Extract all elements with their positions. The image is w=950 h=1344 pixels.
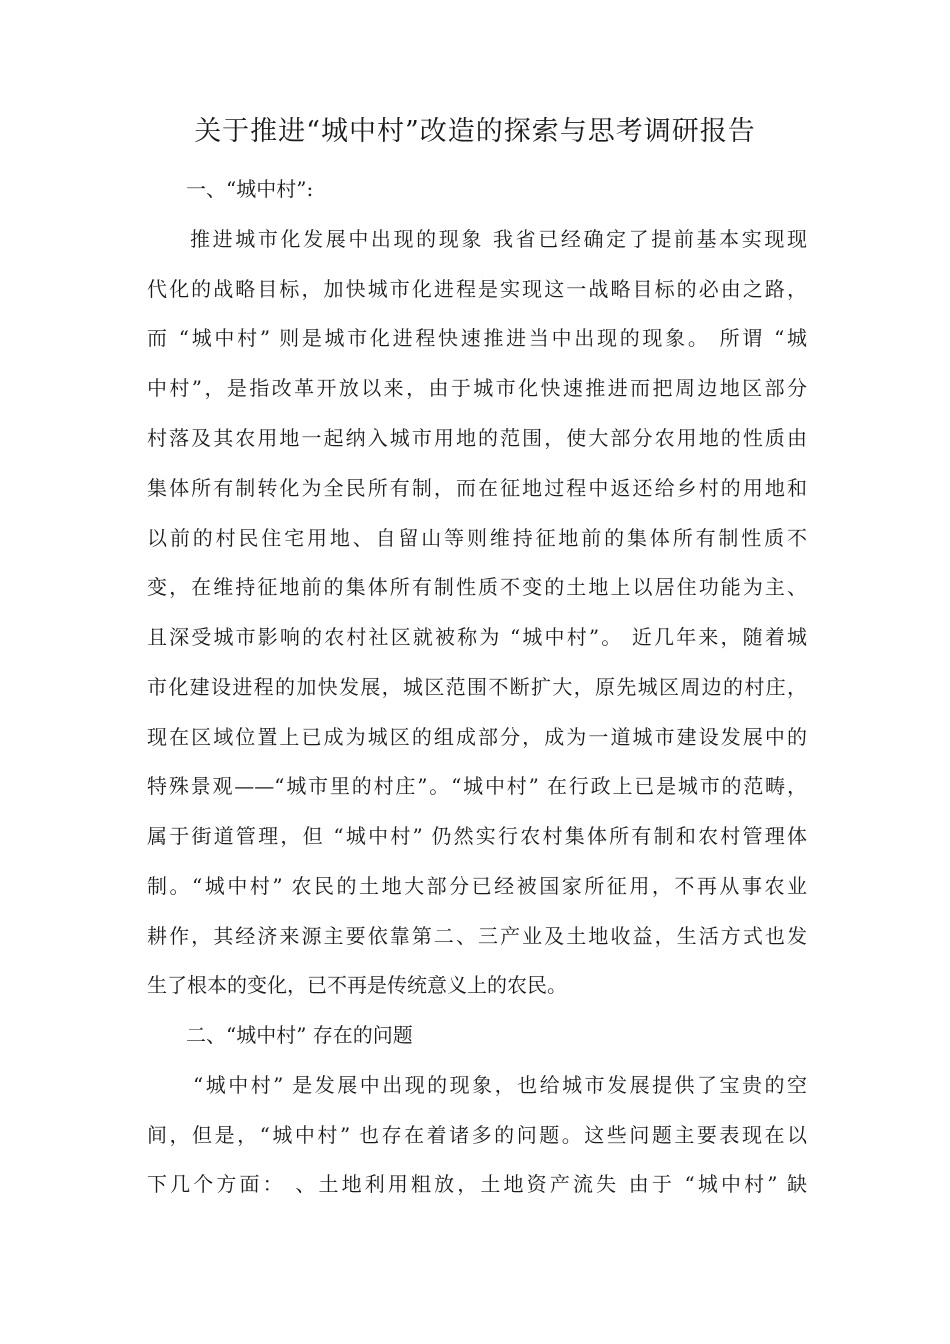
paragraph-1-line: 耕作，其经济来源主要依靠第二、三产业及土地收益，生活方式也发: [147, 924, 807, 948]
paragraph-1-line: 中村”，是指改革开放以来，由于城市化快速推进而把周边地区部分: [147, 376, 807, 400]
paragraph-1-line: 变，在维持征地前的集体所有制性质不变的土地上以居住功能为主、: [147, 575, 807, 599]
paragraph-2-line: “城中村” 是发展中出现的现象，也给城市发展提供了宝贵的空: [193, 1073, 807, 1097]
paragraph-1-line: 且深受城市影响的农村社区就被称为 “城中村”。 近几年来，随着城: [147, 625, 807, 649]
paragraph-1-line: 特殊景观——“城市里的村庄”。“城中村” 在行政上已是城市的范畴，: [147, 774, 807, 798]
paragraph-1-line: 制。“城中村” 农民的土地大部分已经被国家所征用，不再从事农业: [147, 874, 807, 898]
paragraph-1-line: 村落及其农用地一起纳入城市用地的范围，使大部分农用地的性质由: [147, 426, 807, 450]
paragraph-2-line: 间，但是，“城中村” 也存在着诸多的问题。这些问题主要表现在以: [147, 1123, 807, 1147]
paragraph-1-line: 集体所有制转化为全民所有制，而在征地过程中返还给乡村的用地和: [147, 476, 807, 500]
paragraph-1-line: 现在区域位置上已成为城区的组成部分，成为一道城市建设发展中的: [147, 725, 807, 749]
section-heading-1: 一、“城中村”:: [186, 177, 314, 201]
section-heading-2: 二、“城中村” 存在的问题: [186, 1023, 413, 1047]
paragraph-1-line: 以前的村民住宅用地、自留山等则维持征地前的集体所有制性质不: [147, 526, 807, 550]
document-title: 关于推进“城中村”改造的探索与思考调研报告: [194, 116, 756, 147]
paragraph-1-line: 市化建设进程的加快发展，城区范围不断扩大，原先城区周边的村庄，: [147, 675, 807, 699]
paragraph-1-line: 而 “城中村” 则是城市化进程快速推进当中出现的现象。 所谓 “城: [147, 326, 807, 350]
paragraph-1-line: 代化的战略目标，加快城市化进程是实现这一战略目标的必由之路，: [147, 277, 807, 301]
paragraph-1-line: 推进城市化发展中出现的现象 我省已经确定了提前基本实现现: [190, 227, 807, 251]
paragraph-2-line: 下几个方面： 、土地利用粗放，土地资产流失 由于 “城中村” 缺: [147, 1172, 807, 1196]
paragraph-1-line: 属于街道管理，但 “城中村” 仍然实行农村集体所有制和农村管理体: [147, 824, 807, 848]
paragraph-1-line: 生了根本的变化，已不再是传统意义上的农民。: [147, 973, 567, 997]
